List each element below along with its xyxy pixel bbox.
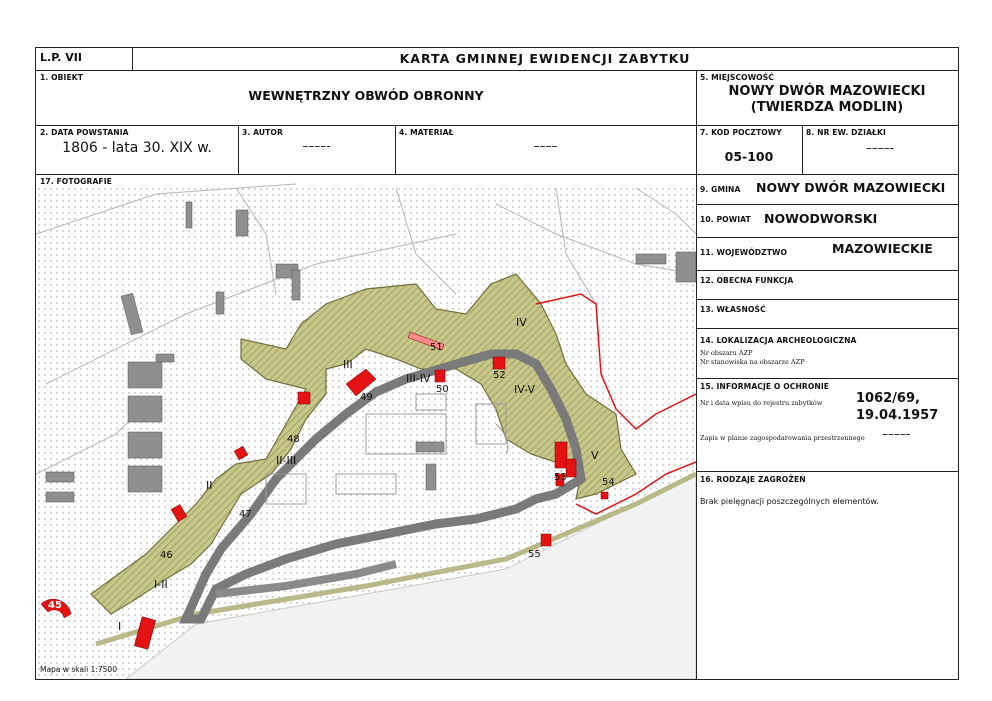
field-obecna-funkcja: 12. OBECNA FUNKCJA <box>700 276 794 285</box>
field-kod-pocztowy: 7. KOD POCZTOWY 05-100 <box>700 128 782 164</box>
object-number: 49 <box>360 392 373 403</box>
bastion-label: I <box>118 620 122 633</box>
object-number: 55 <box>528 549 541 560</box>
bastion-label: II <box>206 479 213 492</box>
field-powiat: 10. POWIAT NOWODWORSKI <box>700 211 878 226</box>
bastion-label: IV-V <box>514 383 535 396</box>
object-55 <box>541 534 551 546</box>
field-gmina: 9. GMINA NOWY DWÓR MAZOWIECKI <box>700 180 946 195</box>
field-informacje-o-ochronie: 15. INFORMACJE O OCHRONIE Nr i data wpisu do rejestru zabytków 1062/69, 19.04.1957 Zapis w planie zagospodarowania przestrzennego ––––- <box>700 382 939 442</box>
bastion-label: II-III <box>276 454 297 467</box>
field-wojewodztwo: 11. WOJEWÓDZTWO MAZOWIECKIE <box>700 241 933 257</box>
field-fotografie: 17. FOTOGRAFIE I I-II II II-III III III-IV IV IV-V V 45 46 47 48 49 50 51 52 53 54 55 Mapa w skali 1:7500 <box>36 174 696 679</box>
bastion-label: IV <box>516 316 527 329</box>
data-powstania-value: 1806 - lata 30. XIX w. <box>62 140 212 156</box>
object-52 <box>493 357 505 369</box>
plan-value: ––––- <box>882 427 911 441</box>
object-number: 46 <box>160 550 173 561</box>
field-nr-dzialki: 8. NR EW. DZIAŁKI ––––- <box>802 125 958 174</box>
heritage-record-card <box>35 47 959 680</box>
autor-value: ––––- <box>302 139 331 153</box>
card-title: KARTA GMINNEJ EWIDENCJI ZABYTKU <box>399 51 691 66</box>
field-autor: 3. AUTOR ––––- <box>238 125 395 174</box>
object-number: 52 <box>493 370 506 381</box>
fortress-map <box>36 174 696 679</box>
lp-number: L.P. VII <box>40 51 82 64</box>
object-48 <box>298 392 310 404</box>
obiekt-value: WEWNĘTRZNY OBWÓD OBRONNY <box>248 88 484 103</box>
zagrozenia-value: Brak pielęgnacji poszczególnych elementów. <box>700 497 879 506</box>
bastion-label: V <box>591 449 599 462</box>
object-number: 51 <box>430 342 443 353</box>
material-value: –––– <box>533 139 558 153</box>
field-miejscowosc: 5. MIEJSCOWOŚĆ NOWY DWÓR MAZOWIECKI (TWIERDZA MODLIN) <box>700 73 926 115</box>
bastion-label: III-IV <box>406 372 431 385</box>
object-54 <box>601 492 608 499</box>
map-scale: Mapa w skali 1:7500 <box>40 665 117 674</box>
object-number: 47 <box>239 509 252 520</box>
object-number: 48 <box>287 434 300 445</box>
object-number: 45 <box>48 600 62 611</box>
bastion-label: III <box>343 358 353 371</box>
field-obiekt: 1. OBIEKT WEWNĘTRZNY OBWÓD OBRONNY <box>36 70 696 125</box>
object-number: 50 <box>436 384 449 395</box>
object-50 <box>435 370 445 382</box>
object-number: 53 <box>554 472 567 483</box>
object-53 <box>555 442 567 468</box>
nr-dzialki-value: ––––- <box>865 141 895 155</box>
field-material: 4. MATERIAŁ –––– <box>395 125 696 174</box>
field-wlasnosc: 13. WŁASNOŚĆ <box>700 305 766 314</box>
field-lokalizacja-archeologiczna: 14. LOKALIZACJA ARCHEOLOGICZNA Nr obszaru AZP Nr stanowiska na obszarze AZP <box>700 336 857 366</box>
object-number: 54 <box>602 477 615 488</box>
field-data-powstania: 2. DATA POWSTANIA 1806 - lata 30. XIX w. <box>36 125 238 174</box>
bastion-label: I-II <box>154 578 168 591</box>
field-rodzaje-zagrozen: 16. RODZAJE ZAGROŻEŃ Brak pielęgnacji poszczególnych elementów. <box>700 475 879 506</box>
